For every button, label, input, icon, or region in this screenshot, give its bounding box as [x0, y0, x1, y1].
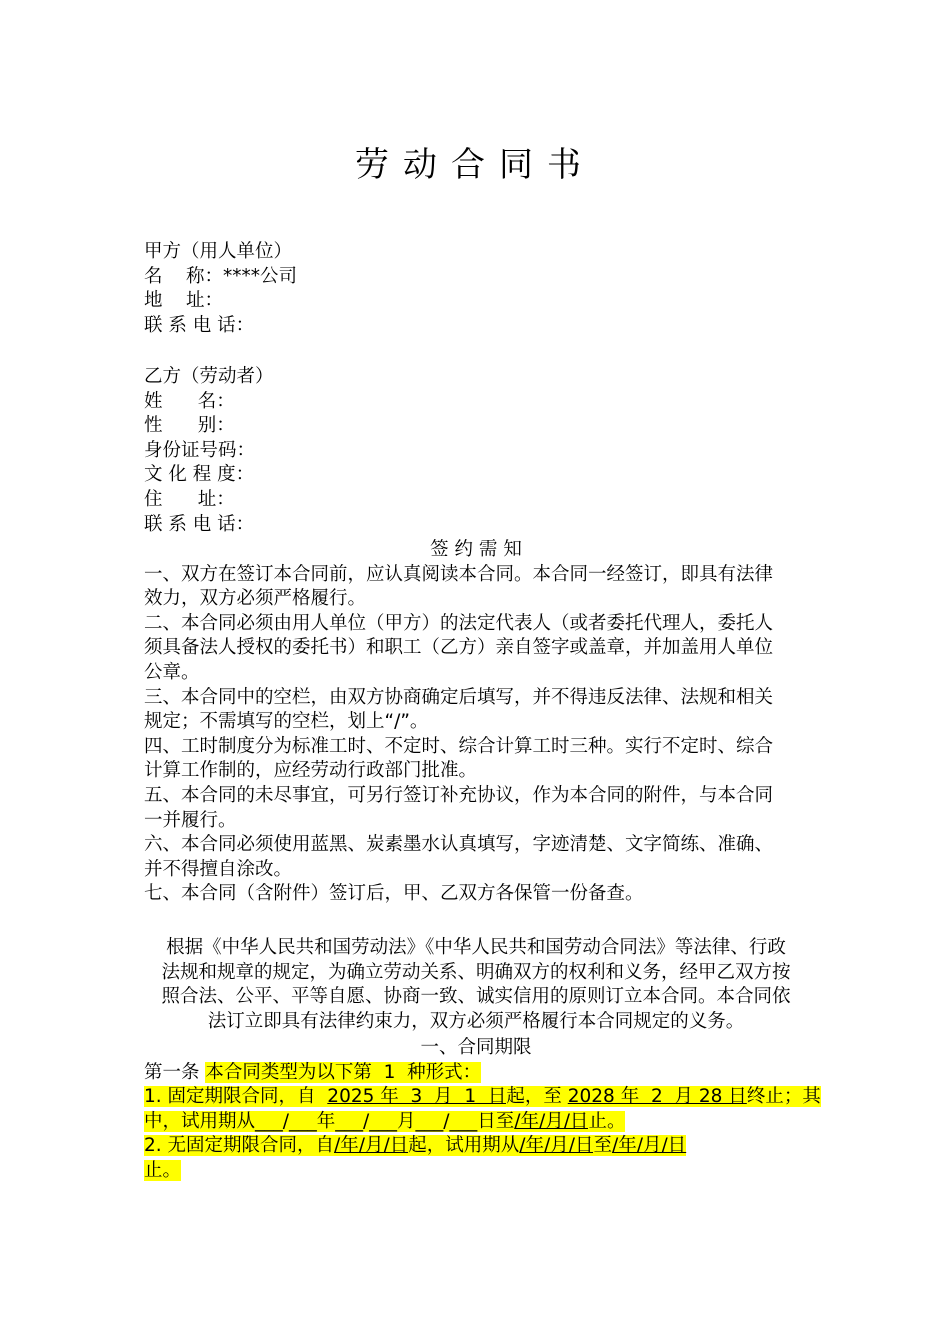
- notice-line: 效力，双方必须严格履行。: [144, 588, 367, 610]
- notice-line: 三、本合同中的空栏，由双方协商确定后填写，并不得违反法律、法规和相关: [144, 686, 774, 708]
- party-b-gender: 性 别：: [144, 415, 235, 437]
- party-a-phone: 联 系 电 话：: [144, 314, 255, 336]
- preamble-line: 照合法、公平、平等自愿、协商一致、诚实信用的原则订立本合同。本合同依: [161, 986, 791, 1008]
- probation-text: 中，试用期从: [144, 1110, 256, 1132]
- option-2-text: 至: [593, 1135, 612, 1157]
- preamble-line: 法规和规章的规定，为确立劳动关系、明确双方的权利和义务，经甲乙双方按: [161, 961, 791, 983]
- notice-line: 公章。: [144, 661, 200, 683]
- option-1-start-date: 2025 年 3 月 1 日: [327, 1086, 507, 1108]
- party-b-section: [144, 365, 808, 537]
- notice-line: 四、工时制度分为标准工时、不定时、综合计算工时三种。实行不定时、综合: [144, 735, 774, 757]
- option-fixed-term: [144, 1085, 821, 1110]
- option-2-text: 起，试用期从: [408, 1135, 520, 1157]
- party-b-residence: 住 址：: [144, 488, 235, 510]
- party-b-name: 姓 名：: [144, 390, 235, 412]
- preamble: [144, 936, 808, 1034]
- option-1-text: 1. 固定期限合同，自: [144, 1086, 328, 1108]
- option-fixed-term-probation: [144, 1110, 808, 1135]
- party-a-heading: 甲方（用人单位）: [144, 241, 293, 262]
- party-b-heading: 乙方（劳动者）: [144, 366, 274, 387]
- preamble-line: 法订立即具有法律约束力，双方必须严格履行本合同规定的义务。: [207, 1010, 745, 1032]
- notice-line: 一、双方在签订本合同前，应认真阅读本合同。本合同一经签订，即具有法律: [144, 563, 774, 585]
- option-2-probation-start-blank: /年/月/日: [519, 1135, 594, 1157]
- notice-heading: 签 约 需 知: [430, 539, 522, 560]
- party-a-section: [144, 240, 808, 338]
- notice-line: 七、本合同（含附件）签订后，甲、乙双方各保管一份备查。: [144, 883, 644, 905]
- notice-line: 二、本合同必须由用人单位（甲方）的法定代表人（或者委托代理人，委托人: [144, 612, 774, 634]
- signing-notice: [144, 538, 808, 907]
- notice-line: 一并履行。: [144, 809, 237, 831]
- notice-line: 须具备法人授权的委托书）和职工（乙方）亲自签字或盖章，并加盖用人单位: [144, 637, 774, 659]
- probation-text: 止。: [588, 1110, 626, 1132]
- party-b-phone: 联 系 电 话：: [144, 513, 255, 535]
- preamble-line: 根据《中华人民共和国劳动法》《中华人民共和国劳动合同法》等法律、行政: [166, 937, 786, 958]
- option-1-end-date: 2028 年 2 月 28 日: [567, 1086, 747, 1108]
- party-b-id-number: 身份证号码：: [144, 439, 256, 461]
- party-a-name: 名 称：****公司: [144, 265, 298, 287]
- option-2-probation-end-blank: /年/月/日: [611, 1135, 687, 1157]
- article-1-text: 本合同类型为以下第 1 种形式：: [205, 1061, 482, 1083]
- party-a-address: 地 址：: [144, 290, 224, 312]
- notice-line: 五、本合同的未尽事宜，可另行签订补充协议，作为本合同的附件，与本合同: [144, 784, 774, 806]
- option-open-ended-end: [144, 1159, 808, 1184]
- notice-line: 六、本合同必须使用蓝黑、炭素墨水认真填写，字迹清楚、文字简练、准确、: [144, 834, 774, 856]
- notice-line: 计算工作制的，应经劳动行政部门批准。: [144, 760, 478, 782]
- probation-start-blank: ___/___年___/___月___/___日: [255, 1110, 496, 1132]
- option-2-text: 2. 无固定期限合同，自: [144, 1135, 335, 1157]
- option-2-start-blank: /年/月/日: [334, 1135, 409, 1157]
- notice-line: 并不得擅自涂改。: [144, 858, 293, 880]
- article-1: [144, 1061, 808, 1086]
- article-1-label: 第一条: [144, 1061, 206, 1083]
- option-1-text: 终止；其: [746, 1086, 821, 1108]
- party-b-education: 文 化 程 度：: [144, 464, 255, 486]
- section-contract-term: [144, 1036, 821, 1184]
- probation-text: 至: [495, 1110, 515, 1132]
- option-2-end-text: 止。: [144, 1159, 182, 1181]
- probation-end-blank: /年/月/日: [514, 1110, 589, 1132]
- option-open-ended: [144, 1134, 808, 1159]
- notice-line: 规定；不需填写的空栏，划上“/”。: [144, 711, 429, 733]
- document-title: 劳动合同书: [355, 145, 595, 185]
- option-1-text: 起，至: [506, 1086, 568, 1108]
- section-heading: 一、合同期限: [420, 1037, 532, 1058]
